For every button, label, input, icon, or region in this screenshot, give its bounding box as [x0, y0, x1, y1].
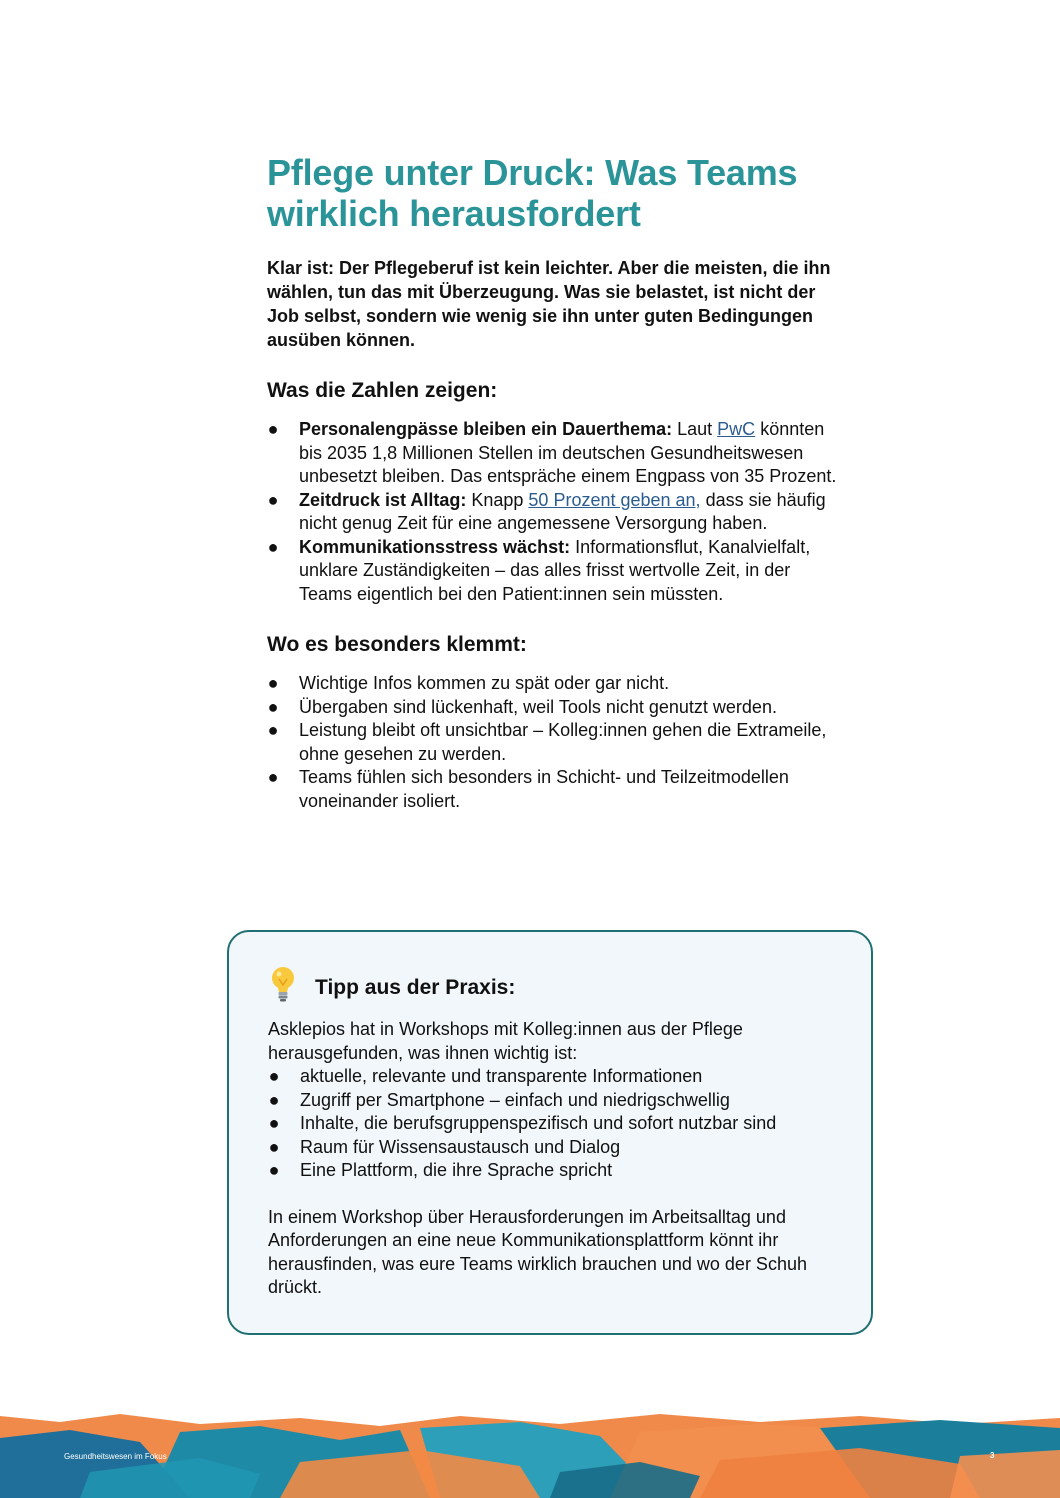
page-title: Pflege unter Druck: Was Teams wirklich herausfordert	[267, 152, 798, 234]
bullet: ●	[268, 1136, 280, 1157]
tip-box	[227, 930, 873, 1335]
item-bold-label: Personalengpässe bleiben ein Dauerthema:	[299, 419, 673, 439]
section-heading-zahlen: Was die Zahlen zeigen:	[267, 379, 498, 402]
list-item	[267, 719, 847, 766]
lead-paragraph: Klar ist: Der Pflegeberuf ist kein leichter. Aber die meisten, die ihn wählen, tun das mit Überzeugung. Was sie belastet, ist nicht der Job selbst, sondern wie wenig sie ihn unter guten Bedingungen ausüben können.	[267, 258, 831, 350]
bullet: ●	[267, 767, 279, 787]
fifty-percent-link[interactable]: 50 Prozent geben an,	[528, 489, 701, 510]
item-text: Inhalte, die berufsgruppenspezifisch und sofort nutzbar sind	[300, 1113, 777, 1133]
page-number: 3	[990, 1451, 995, 1460]
list-item	[268, 1136, 848, 1160]
section-heading-klemmt: Wo es besonders klemmt:	[267, 633, 527, 656]
footer-label: Gesundheitswesen im Fokus	[64, 1452, 167, 1461]
item-text: Knapp	[466, 489, 529, 510]
list-item	[267, 696, 847, 720]
bullet: ●	[268, 1089, 280, 1110]
bullet: ●	[267, 696, 279, 717]
tip-intro: Asklepios hat in Workshops mit Kolleg:innen aus der Pflege herausgefunden, was ihnen wichtig ist:	[268, 1019, 743, 1063]
item-text: Eine Plattform, die ihre Sprache spricht	[300, 1160, 613, 1180]
bullet: ●	[267, 720, 279, 740]
klemmt-list	[267, 672, 847, 813]
item-text: Teams fühlen sich besonders in Schicht- und Teilzeitmodellen voneinander isoliert.	[299, 767, 789, 811]
item-text: Zugriff per Smartphone – einfach und niedrigschwellig	[300, 1089, 730, 1110]
pwc-link[interactable]: PwC	[717, 419, 756, 439]
list-item	[267, 536, 847, 607]
bullet: ●	[267, 419, 279, 439]
item-text: Informationsflut, Kanalvielfalt, unklare Zuständigkeiten – das alles frisst wertvolle Zeit, in der Teams eigentlich bei den Patient:innen sein müssten.	[299, 536, 811, 604]
list-item	[268, 1065, 848, 1089]
item-text: Leistung bleibt oft unsichtbar – Kolleg:innen gehen die Extrameile, ohne gesehen zu werden.	[299, 720, 827, 764]
list-item	[267, 418, 847, 489]
bullet: ●	[268, 1113, 280, 1133]
tip-header	[268, 964, 848, 1004]
bullet: ●	[267, 489, 279, 510]
item-text: Laut	[672, 419, 718, 439]
list-item	[268, 1159, 848, 1183]
list-item	[268, 1089, 848, 1113]
item-text: Wichtige Infos kommen zu spät oder gar nicht.	[299, 673, 670, 693]
tip-heading: Tipp aus der Praxis:	[315, 976, 516, 999]
footer-brush-banner	[0, 1402, 1060, 1498]
bullet: ●	[268, 1160, 280, 1180]
list-item	[267, 766, 847, 813]
zahlen-list	[267, 418, 847, 606]
list-item	[267, 489, 847, 536]
item-bold-label: Kommunikationsstress wächst:	[299, 536, 571, 557]
lightbulb-icon	[268, 965, 298, 1003]
item-text: Raum für Wissensaustausch und Dialog	[300, 1136, 621, 1157]
tip-list	[268, 1065, 848, 1183]
main-content	[267, 152, 847, 813]
item-text: könnten bis 2035 1,8 Millionen Stellen im deutschen Gesundheitswesen unbesetzt bleiben. Das entspräche einem Engpass von 35 Prozent.	[299, 419, 837, 486]
list-item	[267, 672, 847, 696]
bullet: ●	[267, 673, 279, 693]
item-text: aktuelle, relevante und transparente Informationen	[300, 1066, 703, 1086]
bullet: ●	[268, 1066, 280, 1086]
tip-closing: In einem Workshop über Herausforderungen im Arbeitsalltag und Anforderungen an eine neue Kommunikationsplattform könnt ihr herausfinden, was eure Teams wirklich brauchen und wo der Schuh drückt.	[268, 1206, 807, 1297]
item-text: dass sie häufig nicht genug Zeit für eine angemessene Versorgung haben.	[299, 489, 826, 533]
list-item	[268, 1112, 848, 1136]
bullet: ●	[267, 536, 279, 557]
item-text: Übergaben sind lückenhaft, weil Tools nicht genutzt werden.	[299, 696, 777, 717]
item-bold-label: Zeitdruck ist Alltag:	[299, 489, 467, 510]
